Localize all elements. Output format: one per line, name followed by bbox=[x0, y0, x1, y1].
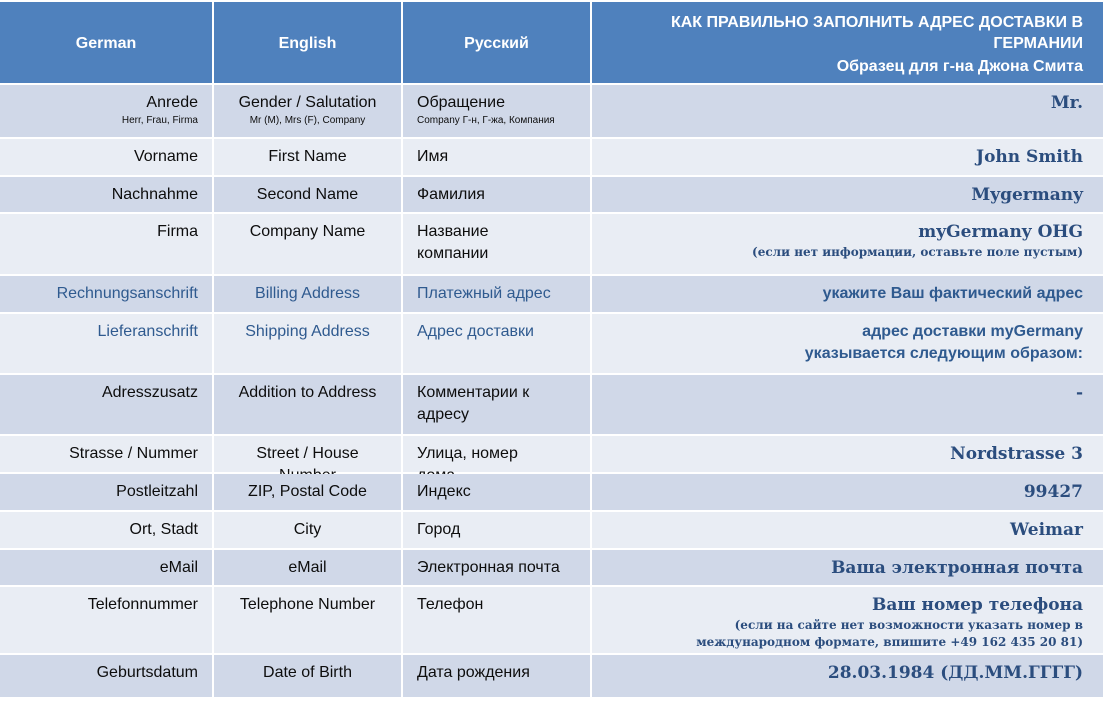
header-title-text: КАК ПРАВИЛЬНО ЗАПОЛНИТЬ АДРЕС ДОСТАВКИ В ГЕРМАНИИ bbox=[670, 13, 1083, 52]
cell-en: Date of Birth bbox=[263, 664, 352, 681]
table-row-company-value bbox=[592, 214, 1103, 276]
table-row-street-ru bbox=[403, 436, 592, 474]
cell-value: - bbox=[1075, 383, 1083, 403]
table-row-billing-de bbox=[0, 276, 214, 314]
cell-ru: Имя bbox=[417, 148, 449, 165]
cell-en: Company Name bbox=[249, 223, 366, 240]
cell-value: Mygermany bbox=[971, 185, 1083, 205]
table-row-addition-de bbox=[0, 375, 214, 436]
cell-de: Vorname bbox=[133, 148, 198, 165]
cell-en: Shipping Address bbox=[245, 323, 370, 340]
cell-en: Gender / Salutation bbox=[238, 94, 377, 111]
cell-de: Telefonnummer bbox=[87, 596, 198, 613]
table-row-email-de bbox=[0, 550, 214, 587]
table-row-city-ru bbox=[403, 512, 592, 550]
cell-de: Geburtsdatum bbox=[96, 664, 198, 681]
cell-en: Billing Address bbox=[255, 285, 360, 302]
cell-en: Second Name bbox=[256, 186, 359, 203]
table-row-firstname-en bbox=[214, 139, 403, 177]
table-row-salutation-value bbox=[592, 85, 1103, 139]
cell-ru: Улица, номер bbox=[417, 445, 518, 462]
cell-value-note: (если нет информации, оставьте поле пустым) bbox=[752, 245, 1083, 259]
table-row-billing-value bbox=[592, 276, 1103, 314]
cell-ru: Комментарии к адресу bbox=[417, 384, 530, 423]
table-row-phone-ru bbox=[403, 587, 592, 655]
cell-ru: Название компании bbox=[417, 223, 489, 262]
cell-ru: Электронная почта bbox=[417, 559, 560, 576]
header-english bbox=[214, 2, 403, 85]
cell-de: eMail bbox=[159, 559, 198, 576]
table-row-street-value bbox=[592, 436, 1103, 474]
table-row-birthdate-en bbox=[214, 655, 403, 699]
table-row-birthdate-ru bbox=[403, 655, 592, 699]
table-row-zip-en bbox=[214, 474, 403, 512]
cell-de: Adresszusatz bbox=[101, 384, 198, 401]
cell-value: Ваш номер телефона bbox=[871, 595, 1083, 615]
cell-de: Ort, Stadt bbox=[129, 521, 198, 538]
table-row-birthdate-value bbox=[592, 655, 1103, 699]
cell-en: ZIP, Postal Code bbox=[248, 483, 367, 500]
cell-de: Anrede bbox=[146, 94, 198, 111]
cell-en: Street / House bbox=[256, 445, 359, 462]
cell-de-note: Herr, Frau, Firma bbox=[121, 115, 198, 126]
cell-ru: Обращение bbox=[417, 94, 505, 111]
table-row-lastname-value bbox=[592, 177, 1103, 214]
cell-en: Telephone Number bbox=[239, 596, 376, 613]
table-row-salutation-en bbox=[214, 85, 403, 139]
table-row-addition-ru bbox=[403, 375, 592, 436]
header-german bbox=[0, 2, 214, 85]
cell-en: Addition to Address bbox=[238, 384, 377, 401]
cell-ru: Адрес доставки bbox=[417, 323, 534, 340]
cell-value: John Smith bbox=[976, 147, 1083, 167]
cell-en: First Name bbox=[268, 148, 347, 165]
cell-de: Postleitzahl bbox=[116, 483, 198, 500]
header-title bbox=[592, 2, 1103, 85]
table-row-lastname-de bbox=[0, 177, 214, 214]
cell-value: укажите Ваш фактический адрес bbox=[822, 285, 1083, 302]
cell-value: myGermany OHG bbox=[918, 222, 1083, 242]
cell-value: Mr. bbox=[1050, 93, 1083, 113]
table-row-phone-en bbox=[214, 587, 403, 655]
cell-en: City bbox=[293, 521, 322, 538]
table-row-company-en bbox=[214, 214, 403, 276]
cell-value: 28.03.1984 (ДД.ММ.ГГГГ) bbox=[827, 663, 1083, 683]
table-row-shipping-value bbox=[592, 314, 1103, 375]
cell-de: Nachnahme bbox=[111, 186, 198, 203]
cell-ru: Индекс bbox=[417, 483, 471, 500]
header-english-label: English bbox=[278, 35, 337, 52]
cell-de: Rechnungsanschrift bbox=[56, 285, 198, 302]
table-row-zip-value bbox=[592, 474, 1103, 512]
table-row-salutation-de bbox=[0, 85, 214, 139]
cell-value: Nordstrasse 3 bbox=[950, 444, 1083, 464]
table-row-shipping-de bbox=[0, 314, 214, 375]
cell-de: Lieferanschrift bbox=[97, 323, 198, 340]
table-row-company-ru bbox=[403, 214, 592, 276]
table-row-zip-de bbox=[0, 474, 214, 512]
table-row-city-en bbox=[214, 512, 403, 550]
cell-value: адрес доставки myGermany указывается следующим образом: bbox=[804, 323, 1083, 362]
table-row-addition-en bbox=[214, 375, 403, 436]
table-row-firstname-value bbox=[592, 139, 1103, 177]
table-row-street-de bbox=[0, 436, 214, 474]
table-row-billing-ru bbox=[403, 276, 592, 314]
cell-value: Ваша электронная почта bbox=[831, 558, 1083, 578]
cell-ru-note: Company Г-н, Г-жа, Компания bbox=[417, 115, 555, 126]
table-row-email-en bbox=[214, 550, 403, 587]
cell-en-note: Mr (M), Mrs (F), Company bbox=[249, 115, 366, 126]
table-row-zip-ru bbox=[403, 474, 592, 512]
header-subtitle: Образец для г-на Джона Смита bbox=[836, 57, 1083, 75]
cell-ru: Телефон bbox=[417, 596, 484, 613]
cell-ru: Платежный адрес bbox=[417, 285, 551, 302]
table-row-birthdate-de bbox=[0, 655, 214, 699]
table-row-phone-de bbox=[0, 587, 214, 655]
table-row-company-de bbox=[0, 214, 214, 276]
cell-ru: Фамилия bbox=[417, 186, 485, 203]
cell-de: Firma bbox=[157, 223, 198, 240]
table-row-lastname-ru bbox=[403, 177, 592, 214]
cell-de: Strasse / Nummer bbox=[69, 445, 198, 462]
table-row-salutation-ru bbox=[403, 85, 592, 139]
table-row-lastname-en bbox=[214, 177, 403, 214]
table-row-email-value bbox=[592, 550, 1103, 587]
table-row-city-de bbox=[0, 512, 214, 550]
cell-ru: Дата рождения bbox=[417, 664, 530, 681]
table-row-billing-en bbox=[214, 276, 403, 314]
cell-ru: Город bbox=[417, 521, 461, 538]
header-russian-label: Русский bbox=[464, 35, 529, 52]
table-row-shipping-en bbox=[214, 314, 403, 375]
table-row-firstname-de bbox=[0, 139, 214, 177]
table-row-city-value bbox=[592, 512, 1103, 550]
table-row-phone-value bbox=[592, 587, 1103, 655]
cell-value-note: (если на сайте нет возможности указать номер в международном формате, впишите +49 162 435 20 81) bbox=[696, 618, 1083, 649]
cell-value: 99427 bbox=[1023, 482, 1083, 502]
table-row-firstname-ru bbox=[403, 139, 592, 177]
cell-en: eMail bbox=[288, 559, 327, 576]
header-german-label: German bbox=[75, 35, 137, 52]
cell-value: Weimar bbox=[1010, 520, 1083, 540]
table-row-street-en bbox=[214, 436, 403, 474]
header-russian bbox=[403, 2, 592, 85]
table-row-email-ru bbox=[403, 550, 592, 587]
table-row-shipping-ru bbox=[403, 314, 592, 375]
table-row-addition-value bbox=[592, 375, 1103, 436]
